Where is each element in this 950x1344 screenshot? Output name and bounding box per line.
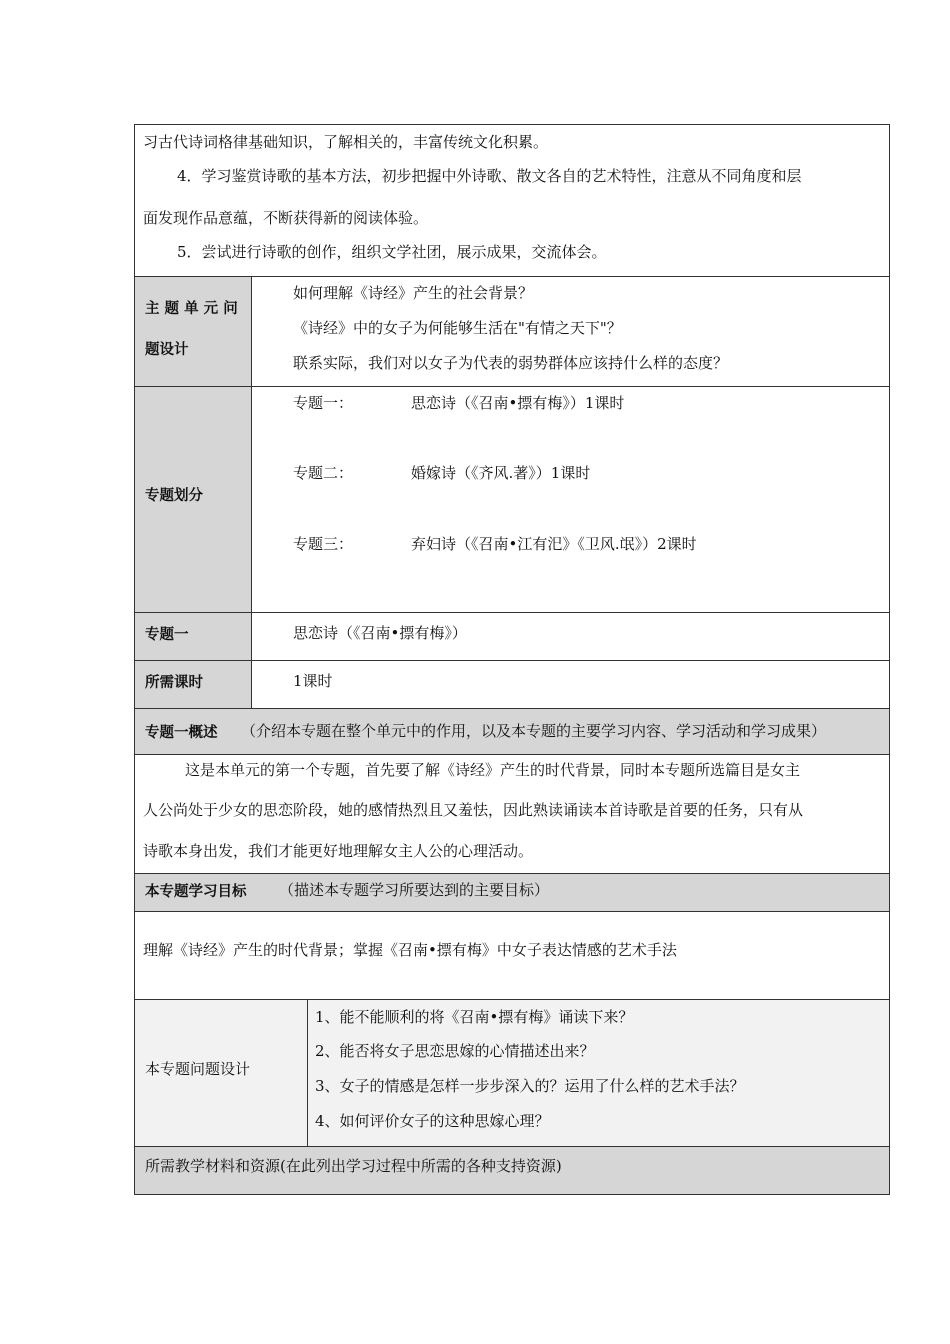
topic1-label: 专题一 [145, 627, 189, 643]
topic-1-desc: 思恋诗（《召南•摽有梅》）1课时 [411, 394, 625, 412]
objectives-header-row [134, 874, 890, 912]
goals-line: 习古代诗词格律基础知识，了解相关的，丰富传统文化积累。 [143, 133, 549, 151]
overview-label: 专题一概述 [145, 725, 218, 741]
lesson-plan-table [134, 124, 890, 1195]
goals-continuation-row [134, 124, 890, 277]
topic-1-name: 专题一： [293, 394, 354, 412]
overview-line-3: 诗歌本身出发，我们才能更好地理解女主人公的心理活动。 [143, 842, 534, 860]
topic-3-name: 专题三： [293, 535, 354, 553]
objectives-label: 本专题学习目标 [145, 884, 247, 900]
hours-value: 1课时 [293, 672, 333, 690]
topic1-value: 思恋诗（《召南•摽有梅》） [293, 624, 467, 642]
unit-questions-label-line1: 主 题 单 元 问 [145, 301, 238, 317]
question-2: 2、能否将女子思恋思嫁的心情描述出来？ [315, 1042, 595, 1060]
questions-row [134, 1000, 890, 1147]
goals-item-4: 4．学习鉴赏诗歌的基本方法，初步把握中外诗歌、散文各自的艺术特性，注意从不同角度和层 [177, 167, 802, 185]
question-4: 4、如何评价女子的这种思嫁心理？ [315, 1112, 550, 1130]
hours-label: 所需课时 [145, 675, 203, 691]
unit-questions-label-line2: 题设计 [145, 342, 189, 358]
topic-2-name: 专题二： [293, 464, 354, 482]
unit-question-2: 《诗经》中的女子为何能够生活在"有情之天下"？ [293, 319, 622, 337]
overview-line-2: 人公尚处于少女的思恋阶段，她的感情热烈且又羞怯，因此熟读诵读本首诗歌是首要的任务，只有从 [143, 801, 804, 819]
topic1-row [134, 613, 890, 661]
objectives-text: 理解《诗经》产生的时代背景；掌握《召南•摽有梅》中女子表达情感的艺术手法 [143, 941, 677, 959]
overview-line-1: 这是本单元的第一个专题，首先要了解《诗经》产生的时代背景，同时本专题所选篇目是女主 [185, 761, 801, 779]
unit-question-1: 如何理解《诗经》产生的社会背景？ [293, 284, 534, 302]
topic-3-desc: 弃妇诗（《召南•江有汜》《卫风.氓》）2课时 [411, 535, 697, 553]
question-1: 1、能不能顺利的将《召南•摽有梅》诵读下来？ [315, 1008, 634, 1026]
overview-text-row [134, 755, 890, 874]
topic-2-desc: 婚嫁诗（《齐风.著》）1课时 [411, 464, 591, 482]
topics-label: 专题划分 [145, 488, 203, 504]
goals-item-4-cont: 面发现作品意蕴，不断获得新的阅读体验。 [143, 209, 429, 227]
hours-row [134, 661, 890, 709]
question-3: 3、女子的情感是怎样一步步深入的？运用了什么样的艺术手法？ [315, 1077, 745, 1095]
resources-row [134, 1147, 890, 1195]
unit-questions-label-cell [135, 277, 251, 386]
questions-label: 本专题问题设计 [145, 1060, 251, 1078]
topics-row [134, 387, 890, 613]
objectives-text-row [134, 912, 890, 1000]
overview-header-row [134, 709, 890, 755]
unit-questions-row [134, 277, 890, 387]
overview-note: （介绍本专题在整个单元中的作用，以及本专题的主要学习内容、学习活动和学习成果） [241, 722, 827, 740]
unit-question-3: 联系实际，我们对以女子为代表的弱势群体应该持什么样的态度？ [293, 354, 729, 372]
goals-item-5: 5．尝试进行诗歌的创作，组织文学社团，展示成果，交流体会。 [177, 243, 607, 261]
resources-label: 所需教学材料和资源(在此列出学习过程中所需的各种支持资源) [145, 1157, 562, 1175]
objectives-note: （描述本专题学习所要达到的主要目标） [279, 881, 550, 899]
